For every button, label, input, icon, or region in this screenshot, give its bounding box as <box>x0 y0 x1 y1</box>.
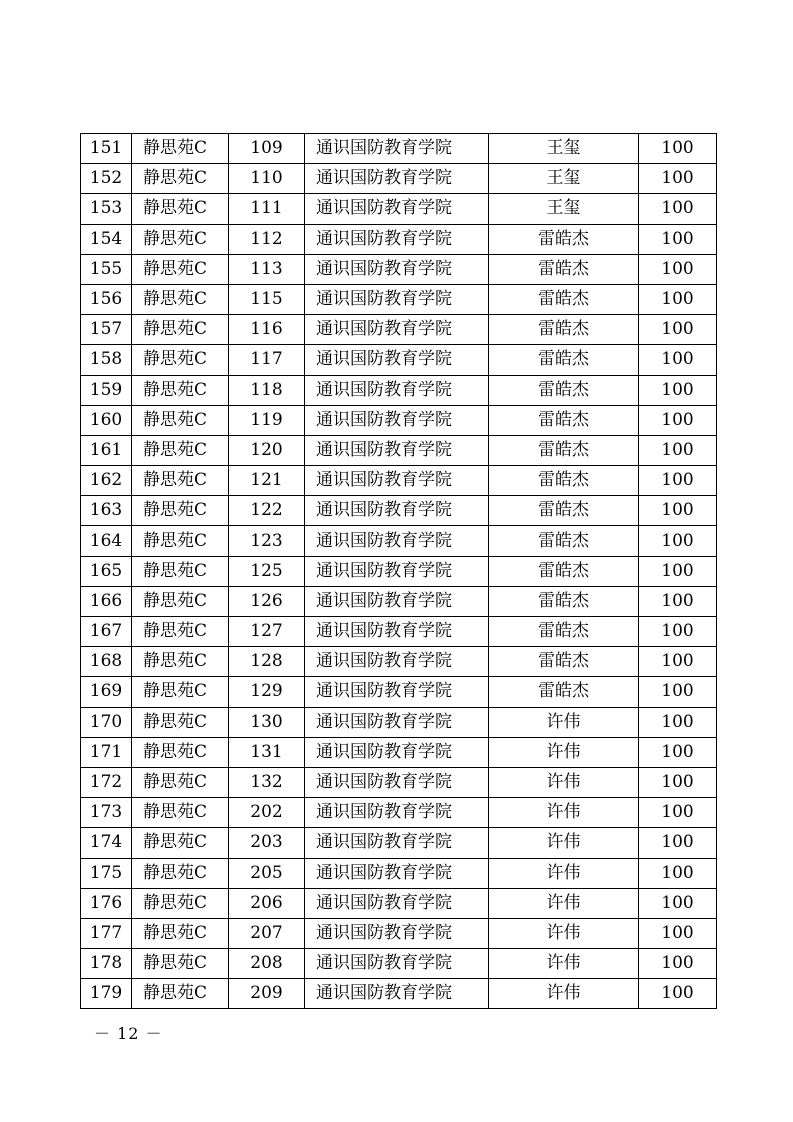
row-index-cell: 153 <box>81 194 132 224</box>
row-index-cell: 178 <box>81 949 132 979</box>
table-row <box>81 284 717 314</box>
row-index-cell: 162 <box>81 466 132 496</box>
person-name-cell: 王玺 <box>489 134 639 164</box>
table-row <box>81 134 717 164</box>
college-cell: 通识国防教育学院 <box>305 586 489 616</box>
person-name-cell: 许伟 <box>489 949 639 979</box>
college-cell: 通识国防教育学院 <box>305 677 489 707</box>
table-row <box>81 194 717 224</box>
person-name-cell: 雷皓杰 <box>489 556 639 586</box>
college-cell: 通识国防教育学院 <box>305 979 489 1009</box>
score-cell: 100 <box>639 888 717 918</box>
table-row <box>81 767 717 797</box>
row-index-cell: 167 <box>81 617 132 647</box>
score-cell: 100 <box>639 405 717 435</box>
row-index-cell: 163 <box>81 496 132 526</box>
row-index-cell: 156 <box>81 284 132 314</box>
person-name-cell: 雷皓杰 <box>489 345 639 375</box>
table-row <box>81 858 717 888</box>
row-index-cell: 176 <box>81 888 132 918</box>
score-cell: 100 <box>639 466 717 496</box>
person-name-cell: 雷皓杰 <box>489 466 639 496</box>
table-row <box>81 375 717 405</box>
building-cell: 静思苑C <box>132 949 229 979</box>
score-cell: 100 <box>639 918 717 948</box>
row-index-cell: 151 <box>81 134 132 164</box>
table-row <box>81 435 717 465</box>
college-cell: 通识国防教育学院 <box>305 858 489 888</box>
college-cell: 通识国防教育学院 <box>305 224 489 254</box>
building-cell: 静思苑C <box>132 647 229 677</box>
row-index-cell: 160 <box>81 405 132 435</box>
room-number-cell: 112 <box>229 224 305 254</box>
room-number-cell: 120 <box>229 435 305 465</box>
score-cell: 100 <box>639 858 717 888</box>
room-number-cell: 205 <box>229 858 305 888</box>
row-index-cell: 177 <box>81 918 132 948</box>
college-cell: 通识国防教育学院 <box>305 737 489 767</box>
room-number-cell: 115 <box>229 284 305 314</box>
dormitory-table <box>80 133 717 1009</box>
table-row <box>81 979 717 1009</box>
college-cell: 通识国防教育学院 <box>305 828 489 858</box>
room-number-cell: 209 <box>229 979 305 1009</box>
college-cell: 通识国防教育学院 <box>305 466 489 496</box>
row-index-cell: 171 <box>81 737 132 767</box>
building-cell: 静思苑C <box>132 798 229 828</box>
person-name-cell: 王玺 <box>489 164 639 194</box>
college-cell: 通识国防教育学院 <box>305 707 489 737</box>
score-cell: 100 <box>639 677 717 707</box>
college-cell: 通识国防教育学院 <box>305 194 489 224</box>
person-name-cell: 雷皓杰 <box>489 315 639 345</box>
person-name-cell: 许伟 <box>489 979 639 1009</box>
building-cell: 静思苑C <box>132 707 229 737</box>
person-name-cell: 许伟 <box>489 888 639 918</box>
building-cell: 静思苑C <box>132 496 229 526</box>
room-number-cell: 208 <box>229 949 305 979</box>
building-cell: 静思苑C <box>132 134 229 164</box>
table-row <box>81 224 717 254</box>
building-cell: 静思苑C <box>132 405 229 435</box>
table-row <box>81 617 717 647</box>
table-row <box>81 586 717 616</box>
room-number-cell: 123 <box>229 526 305 556</box>
room-number-cell: 122 <box>229 496 305 526</box>
person-name-cell: 雷皓杰 <box>489 647 639 677</box>
college-cell: 通识国防教育学院 <box>305 496 489 526</box>
person-name-cell: 许伟 <box>489 707 639 737</box>
score-cell: 100 <box>639 496 717 526</box>
college-cell: 通识国防教育学院 <box>305 345 489 375</box>
row-index-cell: 169 <box>81 677 132 707</box>
person-name-cell: 许伟 <box>489 858 639 888</box>
building-cell: 静思苑C <box>132 254 229 284</box>
row-index-cell: 154 <box>81 224 132 254</box>
room-number-cell: 203 <box>229 828 305 858</box>
college-cell: 通识国防教育学院 <box>305 164 489 194</box>
college-cell: 通识国防教育学院 <box>305 526 489 556</box>
room-number-cell: 116 <box>229 315 305 345</box>
table-row <box>81 405 717 435</box>
row-index-cell: 174 <box>81 828 132 858</box>
college-cell: 通识国防教育学院 <box>305 798 489 828</box>
room-number-cell: 111 <box>229 194 305 224</box>
score-cell: 100 <box>639 949 717 979</box>
room-number-cell: 129 <box>229 677 305 707</box>
college-cell: 通识国防教育学院 <box>305 556 489 586</box>
building-cell: 静思苑C <box>132 466 229 496</box>
table-row <box>81 798 717 828</box>
row-index-cell: 157 <box>81 315 132 345</box>
person-name-cell: 雷皓杰 <box>489 586 639 616</box>
row-index-cell: 179 <box>81 979 132 1009</box>
building-cell: 静思苑C <box>132 375 229 405</box>
score-cell: 100 <box>639 224 717 254</box>
building-cell: 静思苑C <box>132 284 229 314</box>
table-row <box>81 526 717 556</box>
building-cell: 静思苑C <box>132 526 229 556</box>
score-cell: 100 <box>639 526 717 556</box>
score-cell: 100 <box>639 345 717 375</box>
row-index-cell: 152 <box>81 164 132 194</box>
row-index-cell: 158 <box>81 345 132 375</box>
room-number-cell: 202 <box>229 798 305 828</box>
building-cell: 静思苑C <box>132 315 229 345</box>
building-cell: 静思苑C <box>132 828 229 858</box>
score-cell: 100 <box>639 767 717 797</box>
table-row <box>81 164 717 194</box>
college-cell: 通识国防教育学院 <box>305 284 489 314</box>
row-index-cell: 170 <box>81 707 132 737</box>
room-number-cell: 131 <box>229 737 305 767</box>
person-name-cell: 雷皓杰 <box>489 284 639 314</box>
room-number-cell: 206 <box>229 888 305 918</box>
score-cell: 100 <box>639 194 717 224</box>
score-cell: 100 <box>639 375 717 405</box>
row-index-cell: 161 <box>81 435 132 465</box>
person-name-cell: 王玺 <box>489 194 639 224</box>
score-cell: 100 <box>639 707 717 737</box>
table-row <box>81 345 717 375</box>
college-cell: 通识国防教育学院 <box>305 888 489 918</box>
person-name-cell: 雷皓杰 <box>489 405 639 435</box>
score-cell: 100 <box>639 586 717 616</box>
row-index-cell: 165 <box>81 556 132 586</box>
score-cell: 100 <box>639 828 717 858</box>
score-cell: 100 <box>639 134 717 164</box>
room-number-cell: 117 <box>229 345 305 375</box>
person-name-cell: 许伟 <box>489 737 639 767</box>
room-number-cell: 109 <box>229 134 305 164</box>
room-number-cell: 127 <box>229 617 305 647</box>
building-cell: 静思苑C <box>132 345 229 375</box>
person-name-cell: 许伟 <box>489 767 639 797</box>
building-cell: 静思苑C <box>132 617 229 647</box>
room-number-cell: 113 <box>229 254 305 284</box>
college-cell: 通识国防教育学院 <box>305 435 489 465</box>
table-row <box>81 707 717 737</box>
score-cell: 100 <box>639 556 717 586</box>
table-row <box>81 918 717 948</box>
building-cell: 静思苑C <box>132 435 229 465</box>
room-number-cell: 110 <box>229 164 305 194</box>
table-row <box>81 677 717 707</box>
table-row <box>81 315 717 345</box>
room-number-cell: 130 <box>229 707 305 737</box>
building-cell: 静思苑C <box>132 677 229 707</box>
score-cell: 100 <box>639 164 717 194</box>
building-cell: 静思苑C <box>132 224 229 254</box>
building-cell: 静思苑C <box>132 979 229 1009</box>
table-row <box>81 496 717 526</box>
room-number-cell: 132 <box>229 767 305 797</box>
person-name-cell: 雷皓杰 <box>489 224 639 254</box>
score-cell: 100 <box>639 254 717 284</box>
college-cell: 通识国防教育学院 <box>305 617 489 647</box>
table-row <box>81 888 717 918</box>
person-name-cell: 许伟 <box>489 828 639 858</box>
college-cell: 通识国防教育学院 <box>305 315 489 345</box>
building-cell: 静思苑C <box>132 194 229 224</box>
room-number-cell: 119 <box>229 405 305 435</box>
score-cell: 100 <box>639 979 717 1009</box>
row-index-cell: 173 <box>81 798 132 828</box>
score-cell: 100 <box>639 647 717 677</box>
college-cell: 通识国防教育学院 <box>305 647 489 677</box>
score-cell: 100 <box>639 315 717 345</box>
college-cell: 通识国防教育学院 <box>305 918 489 948</box>
college-cell: 通识国防教育学院 <box>305 767 489 797</box>
table-row <box>81 254 717 284</box>
building-cell: 静思苑C <box>132 556 229 586</box>
row-index-cell: 164 <box>81 526 132 556</box>
room-number-cell: 125 <box>229 556 305 586</box>
building-cell: 静思苑C <box>132 586 229 616</box>
row-index-cell: 155 <box>81 254 132 284</box>
row-index-cell: 166 <box>81 586 132 616</box>
person-name-cell: 雷皓杰 <box>489 496 639 526</box>
room-number-cell: 207 <box>229 918 305 948</box>
table-body <box>81 134 717 1009</box>
table-row <box>81 466 717 496</box>
building-cell: 静思苑C <box>132 858 229 888</box>
person-name-cell: 许伟 <box>489 798 639 828</box>
page-number: － 12 － <box>94 1024 163 1043</box>
table-row <box>81 737 717 767</box>
room-number-cell: 126 <box>229 586 305 616</box>
college-cell: 通识国防教育学院 <box>305 375 489 405</box>
building-cell: 静思苑C <box>132 767 229 797</box>
building-cell: 静思苑C <box>132 918 229 948</box>
person-name-cell: 雷皓杰 <box>489 677 639 707</box>
table-row <box>81 949 717 979</box>
room-number-cell: 121 <box>229 466 305 496</box>
score-cell: 100 <box>639 617 717 647</box>
row-index-cell: 175 <box>81 858 132 888</box>
building-cell: 静思苑C <box>132 164 229 194</box>
room-number-cell: 118 <box>229 375 305 405</box>
person-name-cell: 雷皓杰 <box>489 254 639 284</box>
table-row <box>81 556 717 586</box>
college-cell: 通识国防教育学院 <box>305 949 489 979</box>
row-index-cell: 159 <box>81 375 132 405</box>
person-name-cell: 雷皓杰 <box>489 375 639 405</box>
score-cell: 100 <box>639 284 717 314</box>
table-row <box>81 828 717 858</box>
college-cell: 通识国防教育学院 <box>305 405 489 435</box>
person-name-cell: 许伟 <box>489 918 639 948</box>
row-index-cell: 168 <box>81 647 132 677</box>
college-cell: 通识国防教育学院 <box>305 254 489 284</box>
college-cell: 通识国防教育学院 <box>305 134 489 164</box>
person-name-cell: 雷皓杰 <box>489 435 639 465</box>
table-row <box>81 647 717 677</box>
person-name-cell: 雷皓杰 <box>489 617 639 647</box>
building-cell: 静思苑C <box>132 888 229 918</box>
room-number-cell: 128 <box>229 647 305 677</box>
score-cell: 100 <box>639 737 717 767</box>
building-cell: 静思苑C <box>132 737 229 767</box>
score-cell: 100 <box>639 798 717 828</box>
row-index-cell: 172 <box>81 767 132 797</box>
score-cell: 100 <box>639 435 717 465</box>
person-name-cell: 雷皓杰 <box>489 526 639 556</box>
